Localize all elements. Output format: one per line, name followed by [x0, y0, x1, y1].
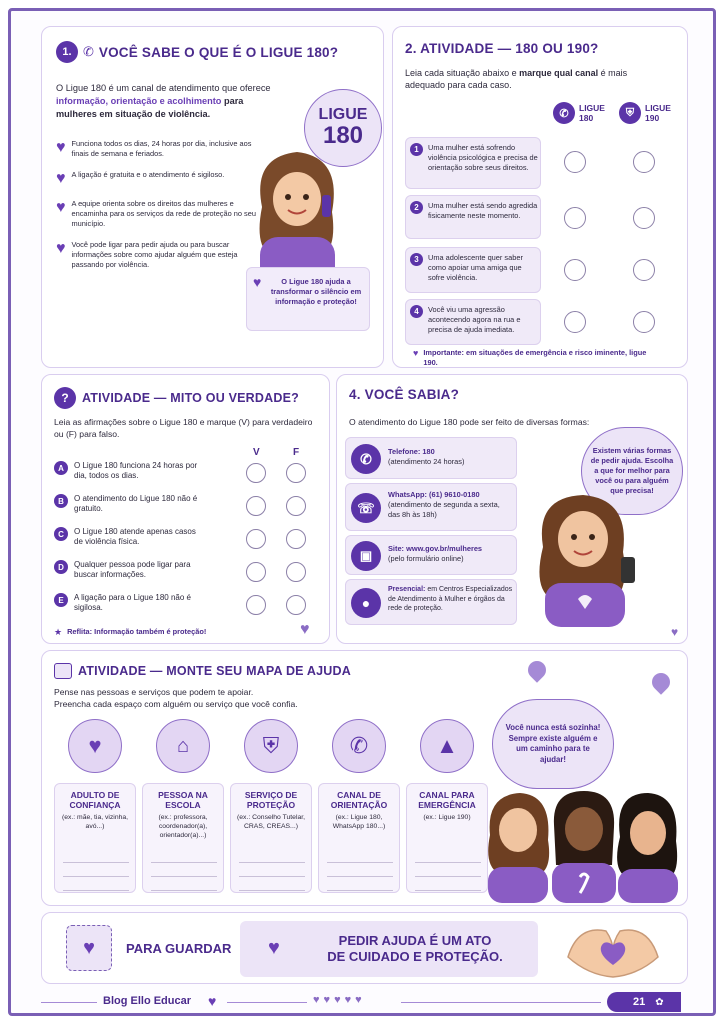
situation-row: 4 Você viu uma agressão acontecendo agora na rua e precisa de ajuda imediata.	[405, 299, 541, 345]
heart-icon: ♥	[268, 937, 280, 959]
write-line[interactable]	[327, 862, 393, 863]
help-card-servico: ⛨ SERVIÇO DE PROTEÇÃO (ex.: Conselho Tutelar, CRAS, CREAS...)	[230, 719, 312, 891]
siren-icon: ▲	[420, 719, 474, 773]
answer-v[interactable]	[246, 562, 266, 582]
important-note: ♥ Importante: em situações de emergência e risco iminente, ligue 190.	[413, 348, 647, 367]
speech-bubble: Você nunca está sozinha! Sempre existe alguém e um caminho para te ajudar!	[492, 699, 614, 789]
answer-f[interactable]	[286, 529, 306, 549]
phone-icon: ✆	[553, 102, 575, 124]
section-title: ATIVIDADE — MITO OU VERDADE?	[82, 391, 299, 405]
phone-icon: ✆	[332, 719, 386, 773]
write-line[interactable]	[239, 862, 305, 863]
heart-icon: ♥	[56, 240, 66, 257]
write-line[interactable]	[151, 862, 217, 863]
card-title: CANAL DE ORIENTAÇÃO	[330, 790, 388, 810]
bullet-text: Você pode ligar para pedir ajuda ou para buscar informações sobre como ajudar alguém que esteja passando por violência.	[71, 240, 238, 269]
statement-row: C O Ligue 180 atende apenas casos de violência física.	[54, 527, 244, 547]
write-line[interactable]	[415, 876, 481, 877]
heart-icon: ♥	[300, 621, 310, 638]
instructions: Pense nas pessoas e serviços que podem te apoiar. Preencha cada espaço com alguém ou serviço que você confia.	[54, 687, 298, 709]
para-guardar-banner	[41, 912, 688, 984]
column-header-190: ⛨ LIGUE 190	[619, 102, 675, 124]
write-line[interactable]	[63, 862, 129, 863]
heart-icon: ♥	[56, 170, 66, 187]
answer-circle-180[interactable]	[564, 259, 586, 281]
help-card-escola: ⌂ PESSOA NA ESCOLA (ex.: professora, coordenador(a), orientador(a)...)	[142, 719, 224, 891]
shield-icon: ⛨	[619, 102, 641, 124]
answer-v[interactable]	[246, 595, 266, 615]
intro-text: O atendimento do Ligue 180 pode ser feito de diversas formas:	[349, 417, 590, 427]
girl-on-phone-illustration	[242, 137, 352, 287]
location-pin-icon	[524, 657, 549, 682]
heart-icon: ♥	[253, 274, 262, 290]
phone-icon: ✆	[83, 44, 94, 59]
heart-box-icon: ♥	[66, 925, 112, 971]
section-ligue-180	[41, 26, 384, 368]
bullet-text: Funciona todos os dias, 24 horas por dia, inclusive aos finais de semana e feriados.	[71, 139, 252, 158]
instructions: Leia cada situação abaixo e marque qual canal é mais adequado para cada caso.	[405, 68, 628, 90]
write-line[interactable]	[63, 890, 129, 891]
section-mito-ou-verdade	[41, 374, 330, 644]
help-map-cards	[54, 719, 494, 899]
card-title: ADULTO DE CONFIANÇA	[69, 790, 121, 810]
write-line[interactable]	[327, 876, 393, 877]
column-header-180: ✆ LIGUE 180	[553, 102, 609, 124]
key-message-box: ♥ PEDIR AJUDA É UM ATO DE CUIDADO E PROTEÇÃO.	[240, 921, 538, 977]
bullet-text: A equipe orienta sobre os direitos das mulheres e encaminha para os serviços da rede de proteção no seu município.	[71, 199, 256, 228]
situation-row: 2 Uma mulher está sendo agredida fisicamente neste momento.	[405, 195, 541, 239]
item-number: 2	[410, 201, 423, 214]
statement-row: B O atendimento do Ligue 180 não é gratuito.	[54, 494, 244, 514]
answer-v[interactable]	[246, 463, 266, 483]
bullet-list	[56, 139, 256, 270]
contact-way-whatsapp: ☏ WhatsApp: (61) 9610-0180 (atendimento de segunda a sexta, das 8h às 18h)	[345, 483, 517, 531]
worksheet-page	[8, 8, 716, 1016]
help-card-emergencia: ▲ CANAL PARA EMERGÊNCIA (ex.: Ligue 190)	[406, 719, 488, 891]
statement-row: E A ligação para o Ligue 180 não é sigilosa.	[54, 593, 244, 613]
hearts-decoration: ♥♥♥♥♥	[313, 994, 366, 1006]
statement-row: A O Ligue 180 funciona 24 horas por dia, todos os dias.	[54, 461, 244, 481]
whatsapp-icon: ☏	[351, 493, 381, 523]
section-title: 2. ATIVIDADE — 180 OU 190?	[405, 41, 599, 56]
speech-bubble: Existem várias formas de pedir ajuda. Escolha a que for melhor para você ou para alguém que precisa!	[581, 427, 683, 515]
contact-way-presencial: ● Presencial: em Centros Especializados de Atendimento à Mulher e órgãos da rede de proteção.	[345, 579, 517, 625]
answer-circle-190[interactable]	[633, 207, 655, 229]
heart-icon: ♥	[413, 348, 419, 358]
section-title: VOCÊ SABE O QUE É O LIGUE 180?	[98, 44, 339, 60]
heart-icon: ♥	[56, 139, 66, 156]
section-voce-sabia	[336, 374, 688, 644]
answer-v[interactable]	[246, 496, 266, 516]
star-icon: ★	[54, 627, 63, 637]
help-card-orientacao: ✆ CANAL DE ORIENTAÇÃO (ex.: Ligue 180, WhatsApp 180...)	[318, 719, 400, 891]
thinking-person-icon: ?	[54, 387, 76, 409]
answer-f[interactable]	[286, 463, 306, 483]
three-girls-illustration	[482, 785, 682, 903]
section-number-badge: 1.	[56, 41, 78, 63]
contact-way-site: ▣ Site: www.gov.br/mulheres (pelo formulário online)	[345, 535, 517, 575]
footer	[41, 990, 688, 1014]
contact-way-phone: ✆ Telefone: 180 (atendimento 24 horas)	[345, 437, 517, 479]
heart-icon: ♥	[56, 199, 66, 216]
answer-circle-190[interactable]	[633, 259, 655, 281]
card-title: PESSOA NA ESCOLA	[158, 790, 208, 810]
column-f: F	[293, 447, 300, 458]
answer-v[interactable]	[246, 529, 266, 549]
computer-icon: ▣	[351, 541, 381, 571]
item-number: 3	[410, 253, 423, 266]
footer-brand: Blog Ello Educar	[103, 995, 192, 1007]
answer-f[interactable]	[286, 595, 306, 615]
girl-with-phone-illustration	[525, 487, 643, 627]
card-title: SERVIÇO DE PROTEÇÃO	[244, 790, 298, 810]
help-card-adulto: ♥ ADULTO DE CONFIANÇA (ex.: mãe, tia, vizinha, avó...)	[54, 719, 136, 891]
map-icon	[54, 663, 72, 679]
section-title: ATIVIDADE — MONTE SEU MAPA DE AJUDA	[78, 664, 351, 678]
section-mapa-de-ajuda	[41, 650, 688, 906]
write-line[interactable]	[239, 890, 305, 891]
intro-text: O Ligue 180 é um canal de atendimento que oferece informação, orientação e acolhimento para mulheres em situação de violência.	[56, 83, 271, 119]
answer-f[interactable]	[286, 496, 306, 516]
write-line[interactable]	[63, 876, 129, 877]
heart-icon: ♥	[671, 625, 679, 639]
person-icon: ●	[351, 588, 381, 618]
reflection-note: ★ Reflita: Informação também é proteção!	[54, 627, 207, 637]
section-180-ou-190	[392, 26, 688, 368]
answer-f[interactable]	[286, 562, 306, 582]
situation-row: 3 Uma adolescente quer saber como apoiar uma amiga que sofre violência.	[405, 247, 541, 293]
para-guardar-label: PARA GUARDAR	[126, 941, 232, 956]
write-line[interactable]	[415, 862, 481, 863]
ligue-180-speech-bubble: LIGUE 180	[304, 89, 382, 167]
shield-heart-icon: ⛨	[244, 719, 298, 773]
page-number-badge: 21 ✿	[607, 992, 681, 1012]
write-line[interactable]	[327, 890, 393, 891]
item-number: 1	[410, 143, 423, 156]
phone-icon: ✆	[351, 444, 381, 474]
answer-circle-180[interactable]	[564, 207, 586, 229]
item-number: 4	[410, 305, 423, 318]
location-pin-icon	[648, 669, 673, 694]
answer-circle-190[interactable]	[633, 151, 655, 173]
brain-icon: ✿	[655, 996, 664, 1008]
heart-hands-illustration	[558, 917, 668, 981]
school-icon: ⌂	[156, 719, 210, 773]
answer-circle-190[interactable]	[633, 311, 655, 333]
ligue-180-note-box: ♥ O Ligue 180 ajuda a transformar o silêncio em informação e proteção!	[246, 267, 370, 331]
answer-circle-180[interactable]	[564, 151, 586, 173]
section-title: 4. VOCÊ SABIA?	[349, 387, 460, 402]
statement-row: D Qualquer pessoa pode ligar para buscar informações.	[54, 560, 244, 580]
situation-row: 1 Uma mulher está sofrendo violência psicológica e precisa de orientação sobre seus direitos.	[405, 137, 541, 189]
card-title: CANAL PARA EMERGÊNCIA	[418, 790, 476, 810]
write-line[interactable]	[415, 890, 481, 891]
instructions: Leia as afirmações sobre o Ligue 180 e marque (V) para verdadeiro ou (F) para falso.	[54, 417, 313, 439]
column-v: V	[253, 447, 260, 458]
write-line[interactable]	[151, 876, 217, 877]
hands-heart-icon: ♥	[68, 719, 122, 773]
write-line[interactable]	[151, 890, 217, 891]
bullet-text: A ligação é gratuita e o atendimento é sigiloso.	[71, 170, 225, 179]
heart-icon: ♥	[208, 993, 217, 1009]
write-line[interactable]	[239, 876, 305, 877]
answer-circle-180[interactable]	[564, 311, 586, 333]
